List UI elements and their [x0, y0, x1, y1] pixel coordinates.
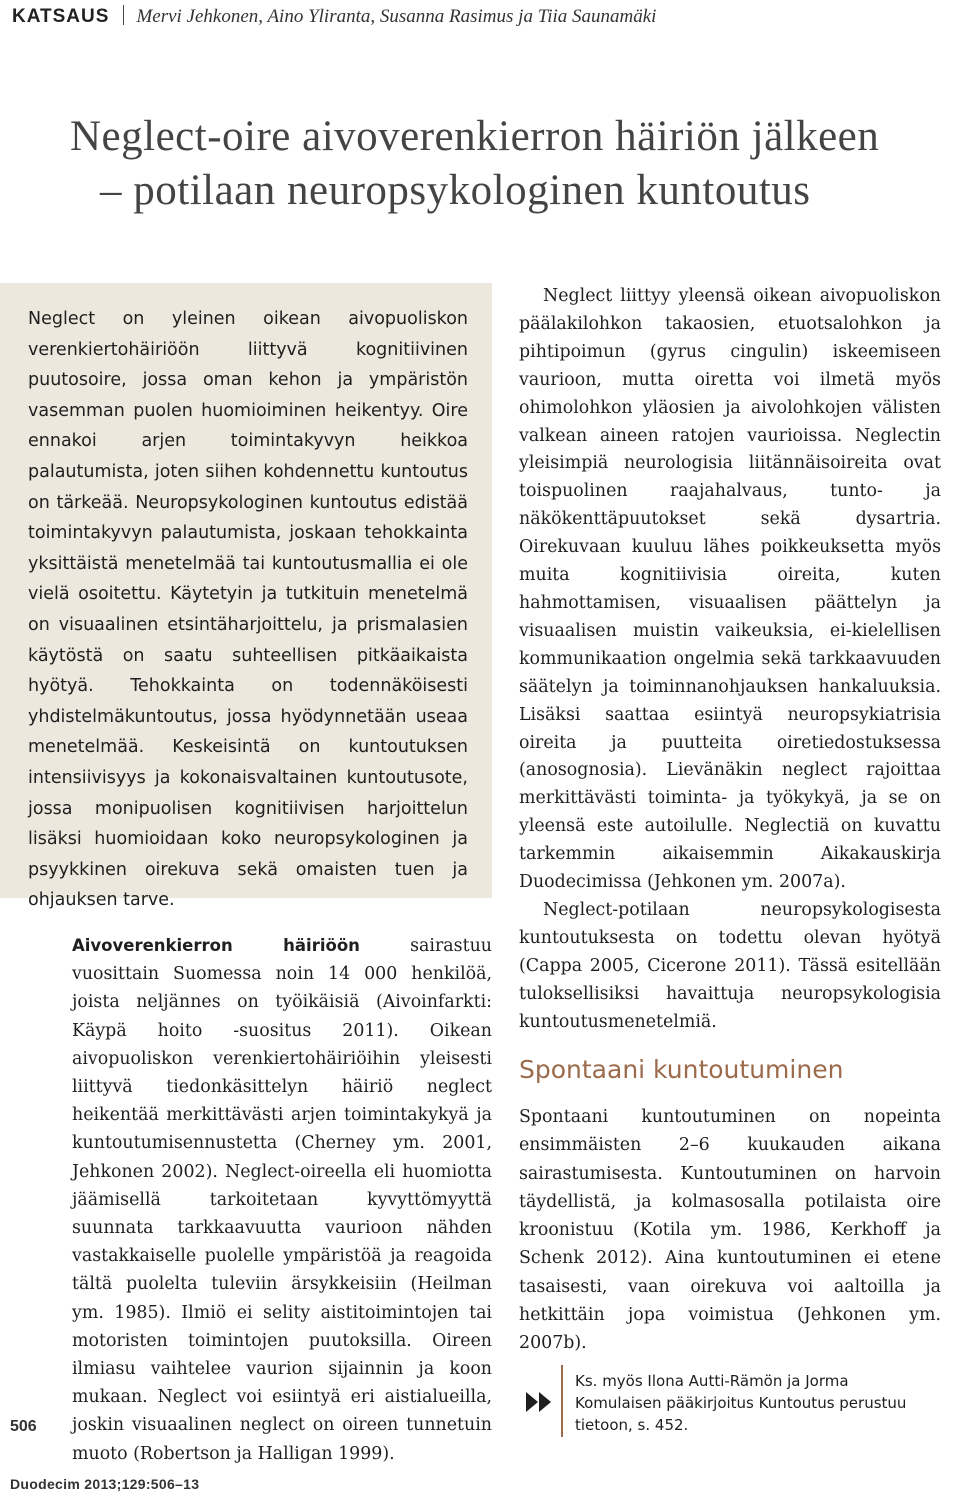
title-line-2: – potilaan neuropsykologinen kuntoutus: [100, 167, 811, 214]
section-label: KATSAUS: [12, 6, 110, 27]
body-left-text: sairastuu vuosittain Suomessa noin 14 000 henkilöä, joista neljännes on työikäisiä (Aivoinfarkti: Käypä hoito ‑suositus 2011). Oikean aivopuoliskon verenkiertohäiriöihin yleisesti liittyvä tiedonkäsittelyn häiriö neglect heikentää merkittävästi arjen toimintakykyä ja kuntoutumisennustetta (Cherney ym. 2001, Jehkonen 2002). Neglect-oireella eli huomiotta jäämisellä tarkoitetaan kyvyttömyyttä suunnata tarkkaavuutta vaurioon nähden vastakkaiselle puolelle ympäristöä ja reagoida tältä puolelta tuleviin ärsykkeisiin (Heilman ym. 1985). Ilmiö ei selity aistitoimintojen tai motoristen toimintojen puutoksilla. Oireen ilmiasu vaihtelee vaurion sijainnin ja koon mukaan. Neglect voi esiintyä eri aistialueilla, joskin visuaalinen neglect on oireen tunnetuin muoto (Robertson ja Halligan 1999).: [72, 936, 492, 1464]
page-number: 506: [10, 1418, 37, 1435]
double-chevron-right-icon: [526, 1392, 552, 1412]
lead-in: Aivoverenkierron häiriöön: [72, 936, 360, 955]
body-right-paragraph-2: Neglect-potilaan neuropsykologisesta kuntoutuksesta on todettu olevan hyötyä (Cappa 2005, Cicerone 2011). Tässä esitellään tuloksellisiksi havaittuja neuropsykologisia kuntoutusmenetelmiä.: [519, 899, 941, 1032]
author-list: Mervi Jehkonen, Aino Yliranta, Susanna Rasimus ja Tiia Saunamäki: [136, 6, 657, 27]
title-line-1: Neglect-oire aivoverenkierron häiriön jälkeen: [70, 113, 880, 160]
body-column-right: [519, 283, 941, 1036]
abstract-text: Neglect on yleinen oikean aivopuoliskon verenkiertohäiriöön liittyvä kognitiivinen puutosoire, jossa oman kehon ja ympäristön vasemman puolen huomioiminen heikentyy. Oire ennakoi arjen toimintakyvyn heikkoa palautumista, joten siihen kohdennettu kuntoutus on tärkeää. Neuropsykologinen kuntoutus edistää toimintakyvyn palautumista, joskaan tehokkainta yksittäistä menetelmää tai kuntoutusmallia ei ole vielä osoitettu. Käytetyin ja tutkituin menetelmä on visuaalinen etsintäharjoittelu, ja prismalasien käytöstä on saatu suhteellisen pitkäaikaista hyötyä. Tehokkainta on todennäköisesti yhdistelmäkuntoutus, jossa hyödynnetään useaa menetelmää. Keskeisintä on kuntoutuksen intensiivisyys ja kokonaisvaltainen kuntoutusote, jossa monipuolisen kognitiivisen harjoittelun lisäksi huomioidaan koko neuropsykologinen ja psyykkinen oirekuva sekä omaisten tuen ja ohjauksen tarve.: [28, 309, 468, 911]
citation-footer: Duodecim 2013;129:506–13: [10, 1476, 200, 1492]
header-divider: [123, 5, 124, 25]
body-right-paragraph-1: Neglect liittyy yleensä oikean aivopuoliskon päälakilohkon takaosien, etuotsalohkon ja pihtipoimun (gyrus cingulin) iskeemiseen vaurioon, mutta oiretta voi ilmetä myös ohimolohkon yläosien ja aivolohkojen välisten valkean aineen ratojen vaurioissa. Neglectin yleisimpiä neurologisia liitännäisoireita ovat toispuolinen raajahalvaus, tunto- ja näkökenttäpuutokset sekä dysartria. Oirekuvaan kuuluu lähes poikkeuksetta myös muita kognitiivisia oireita, kuten hahmottamisen, visuaalisen päättelyn ja visuaalisen muistin vaikeuksia, ei-kielellisen kommunikaation ongelmia sekä tarkkaavuuden säätelyn ja toiminnanohjauksen hankaluuksia. Lisäksi saattaa esiintyä neuropsykiatrisia oireita ja puutteita oiretiedostuksessa (anosognosia). Lievänäkin neglect rajoittaa merkittävästi toiminta- ja työkykyä, ja se on yleensä este autoilulle. Neglectiä on kuvattu tarkemmin aikaisemmin Aikakauskirja Duodecimissa (Jehkonen ym. 2007a).: [519, 286, 941, 893]
section-body: Spontaani kuntoutuminen on nopeinta ensimmäisten 2–6 kuukauden aikana sairastumisesta. Kuntoutuminen on harvoin täydellistä, ja kolmasosalla potilaista oire kroonistuu (Kotila ym. 1986, Kerkhoff ja Schenk 2012). Aina kuntoutuminen ei etene tasaisesti, vaan oirekuva voi aaltoilla ja hetkittäin jopa voimistua (Jehkonen ym. 2007b).: [519, 1107, 941, 1354]
running-header: [12, 2, 942, 32]
article-title: [70, 110, 950, 218]
crossref-note: Ks. myös Ilona Autti-Rämön ja Jorma Komulaisen pääkirjoitus Kuntoutus perustuu tietoon, s. 452.: [575, 1372, 907, 1434]
body-column-left: [72, 932, 492, 1468]
section-heading: Spontaani kuntoutuminen: [519, 1055, 844, 1084]
crossref-rule: [561, 1365, 563, 1437]
